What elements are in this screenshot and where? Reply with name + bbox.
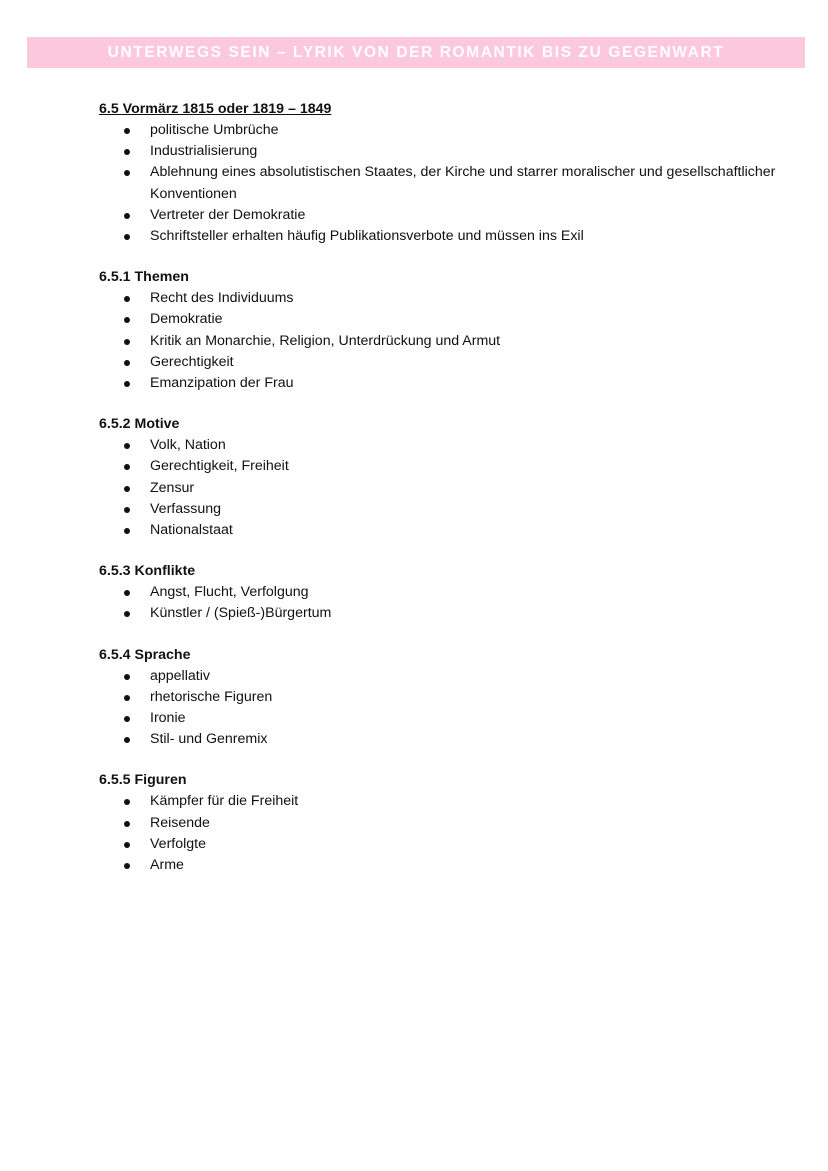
bullet-icon (124, 611, 130, 617)
bullet-icon (124, 674, 130, 680)
bullet-icon (124, 486, 130, 492)
list-item-text: Ablehnung eines absolutistischen Staates, der Kirche und starrer moralischer und gesellschaftlicher Konventionen (150, 164, 776, 202)
list-item-text: Angst, Flucht, Verfolgung (150, 584, 309, 601)
section-heading: 6.5.3 Konflikte (99, 563, 196, 580)
bullet-icon (124, 128, 130, 134)
list-item (99, 666, 779, 687)
list-item-text: Schriftsteller erhalten häufig Publikationsverbote und müssen ins Exil (150, 228, 584, 245)
banner-title: UNTERWEGS SEIN – LYRIK VON DER ROMANTIK BIS ZU GEGENWART (107, 43, 725, 61)
list-item (99, 120, 779, 141)
list-item (99, 520, 779, 541)
bullet-icon (124, 339, 130, 345)
list-item-text: Stil- und Genremix (150, 731, 268, 748)
list-item (99, 499, 779, 520)
list-item (99, 478, 779, 499)
list-item (99, 373, 779, 394)
bullet-list (99, 435, 779, 541)
header-banner (27, 37, 805, 68)
bullet-list (99, 791, 779, 876)
list-item (99, 813, 779, 834)
list-item (99, 582, 779, 603)
list-item (99, 205, 779, 226)
list-item-text: Verfolgte (150, 835, 207, 852)
list-item-text: Recht des Individuums (150, 290, 294, 307)
list-item (99, 687, 779, 708)
bullet-list (99, 582, 779, 624)
list-item-text: rhetorische Figuren (150, 688, 273, 705)
list-item (99, 352, 779, 373)
bullet-icon (124, 590, 130, 596)
list-item-text: Demokratie (150, 311, 223, 328)
list-item-text: Zensur (150, 479, 195, 496)
list-item-text: Kritik an Monarchie, Religion, Unterdrückung und Armut (150, 332, 501, 349)
list-item-text: Ironie (150, 710, 186, 727)
bullet-icon (124, 464, 130, 470)
section-motive (99, 414, 779, 541)
list-item (99, 708, 779, 729)
list-item-text: Emanzipation der Frau (150, 375, 294, 392)
list-item (99, 162, 779, 204)
list-item-text: Vertreter der Demokratie (150, 206, 306, 223)
list-item (99, 288, 779, 309)
list-item (99, 603, 779, 624)
section-vormaerz (99, 99, 779, 247)
list-item (99, 309, 779, 330)
bullet-icon (124, 507, 130, 513)
section-heading: 6.5.2 Motive (99, 416, 180, 433)
list-item-text: appellativ (150, 667, 210, 684)
list-item-text: Nationalstaat (150, 522, 233, 539)
list-item (99, 435, 779, 456)
list-item (99, 834, 779, 855)
section-heading: 6.5.5 Figuren (99, 772, 187, 789)
bullet-icon (124, 842, 130, 848)
section-heading: 6.5.1 Themen (99, 269, 189, 286)
bullet-icon (124, 737, 130, 743)
bullet-icon (124, 716, 130, 722)
list-item-text: Verfassung (150, 500, 221, 517)
bullet-icon (124, 799, 130, 805)
bullet-icon (124, 821, 130, 827)
bullet-list (99, 666, 779, 751)
list-item (99, 141, 779, 162)
section-themen (99, 267, 779, 394)
list-item-text: Arme (150, 857, 184, 874)
list-item (99, 729, 779, 750)
list-item (99, 226, 779, 247)
list-item-text: Industrialisierung (150, 143, 258, 160)
bullet-icon (124, 149, 130, 155)
list-item-text: Kämpfer für die Freiheit (150, 793, 299, 810)
document-body (99, 99, 779, 896)
bullet-icon (124, 528, 130, 534)
bullet-icon (124, 170, 130, 176)
bullet-list (99, 120, 779, 247)
list-item (99, 855, 779, 876)
list-item (99, 456, 779, 477)
bullet-icon (124, 296, 130, 302)
section-heading: 6.5.4 Sprache (99, 646, 191, 663)
list-item-text: Gerechtigkeit, Freiheit (150, 458, 289, 475)
list-item-text: Künstler / (Spieß-)Bürgertum (150, 605, 332, 622)
bullet-icon (124, 213, 130, 219)
bullet-icon (124, 443, 130, 449)
bullet-icon (124, 360, 130, 366)
bullet-icon (124, 695, 130, 701)
section-sprache (99, 645, 779, 751)
bullet-icon (124, 863, 130, 869)
list-item-text: Reisende (150, 814, 210, 831)
list-item-text: Volk, Nation (150, 437, 226, 454)
bullet-icon (124, 381, 130, 387)
list-item (99, 791, 779, 812)
list-item (99, 331, 779, 352)
section-heading: 6.5 Vormärz 1815 oder 1819 – 1849 (99, 101, 332, 117)
section-konflikte (99, 561, 779, 624)
bullet-icon (124, 234, 130, 240)
list-item-text: Gerechtigkeit (150, 353, 234, 370)
bullet-icon (124, 317, 130, 323)
section-figuren (99, 770, 779, 876)
bullet-list (99, 288, 779, 394)
list-item-text: politische Umbrüche (150, 122, 279, 138)
